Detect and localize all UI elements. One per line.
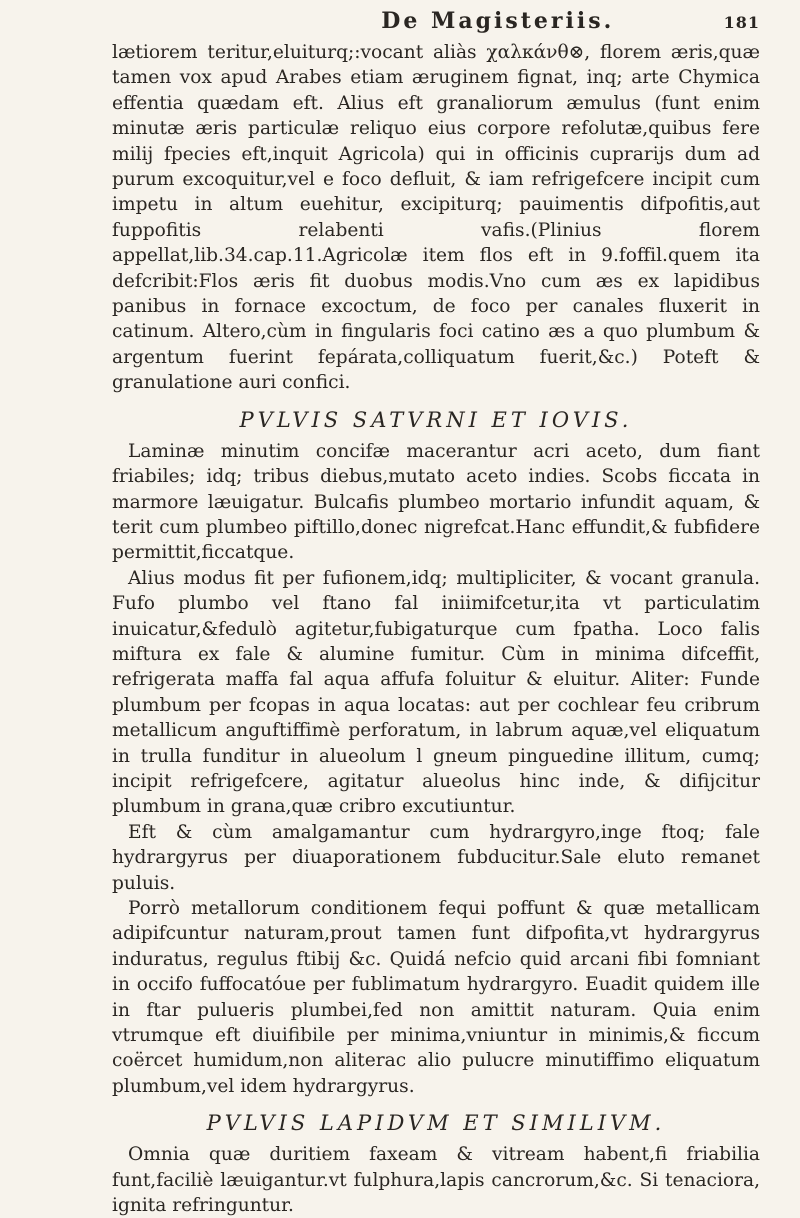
paragraph-flos-aeris: lætiorem teritur,eluiturq;:vocant aliàs χαλκάνθ⊗, florem æris,quæ tamen vox apud Arabes etiam æruginem fignat, inq; arte Chymica effentia quædam eft. Alius eft granaliorum æmulus (funt enim minutæ æris particulæ reliquo eius corpore refolutæ,quibus fere milij fpecies eft,inquit Agricola) qui in officinis cuprarijs dum ad purum excoquitur,vel e foco defluit, & iam refrigefcere incipit cum impetu in altum euehitur, excipiturq; pauimentis difpofitis,aut fuppofitis relabenti vafis.(Plinius florem appellat,lib.34.cap.11.Agricolæ item flos eft in 9.foffil.quem ita defcribit:Flos æris fit duobus modis.Vno cum æs ex lapidibus panibus in fornace excoctum, de foco per canales fluxerit in catinum. Altero,cùm in fingularis foci catino æs a quo plumbum & argentum fuerint fepárata,colliquatum fuerit,&c.) Poteft & granulatione auri confici. [112, 42, 760, 394]
section-heading-pulvis-lapidum: PVLVIS LAPIDVM ET SIMILIVM. [206, 1111, 666, 1136]
paragraph-laminae: Laminæ minutim concifæ macerantur acri aceto, dum fiant friabiles; idq; tribus diebus,mutato aceto indies. Scobs ficcata in marmore læuigatur. Bulcafis plumbeo mortario infundit aquam, & terit cum plumbeo piftillo,donec nigrefcat.Hanc effundit,& fubfidere permittit,ficcatque. [112, 440, 760, 564]
running-head-title: De Magisteriis. [381, 8, 615, 34]
section-heading-pulvis-saturni: PVLVIS SATVRNI ET IOVIS. [239, 407, 633, 432]
page-number: 181 [723, 13, 760, 32]
paragraph-metallorum-conditio: Porrò metallorum conditionem fequi poffunt & quæ metallicam adipifcuntur naturam,prout tamen funt difpofita,vt hydrargyrus induratus, regulus ftibij &c. Quidá nefcio quid arcani fibi fomniant in occifo fuffocatóue per fublimatum hydrargyro. Euadit quidem ille in ftar pulueris plumbei,fed non amittit naturam. Quia enim vtrumque eft diuifibile per minima,vniuntur in minimis,& ficcum coërcet humidum,non aliterac alio pulucre minutiffimo eliquatum plumbum,vel idem hydrargyrus. [112, 898, 760, 1097]
running-head [112, 8, 760, 40]
paragraph-amalgama: Eft & cùm amalgamantur cum hydrargyro,inge ftoq; fale hydrargyrus per diuaporationem fubducitur.Sale eluto remanet puluis. [112, 821, 760, 894]
paragraph-lapides: Omnia quæ duritiem faxeam & vitream habent,fi friabilia funt,faciliè læuigantur.vt fulphura,lapis cancrorum,&c. Si tenaciora, ignita refringuntur. [112, 1144, 760, 1217]
paragraph-fusio: Alius modus fit per fufionem,idq; multipliciter, & vocant granula. Fufo plumbo vel ftano fal iniimifcetur,ita vt particulatim inuicatur,&fedulò agitetur,fubigaturque cum fpatha. Loco falis miftura ex fale & alumine fumitur. Cùm in minima difceffit, refrigerata maffa fal aqua affufa foluitur & eluitur. Aliter: Funde plumbum per fcopas in aqua locatas: aut per cochlear feu cribrum metallicum anguftiffimè perforatum, in labrum aquæ,vel eliquatum in trulla funditur in alueolum l gneum pinguedine illitum, cumq; incipit refrigefcere, agitatur alueolus hinc inde, & difijcitur plumbum in grana,quæ cribro excutiuntur. [112, 567, 760, 818]
